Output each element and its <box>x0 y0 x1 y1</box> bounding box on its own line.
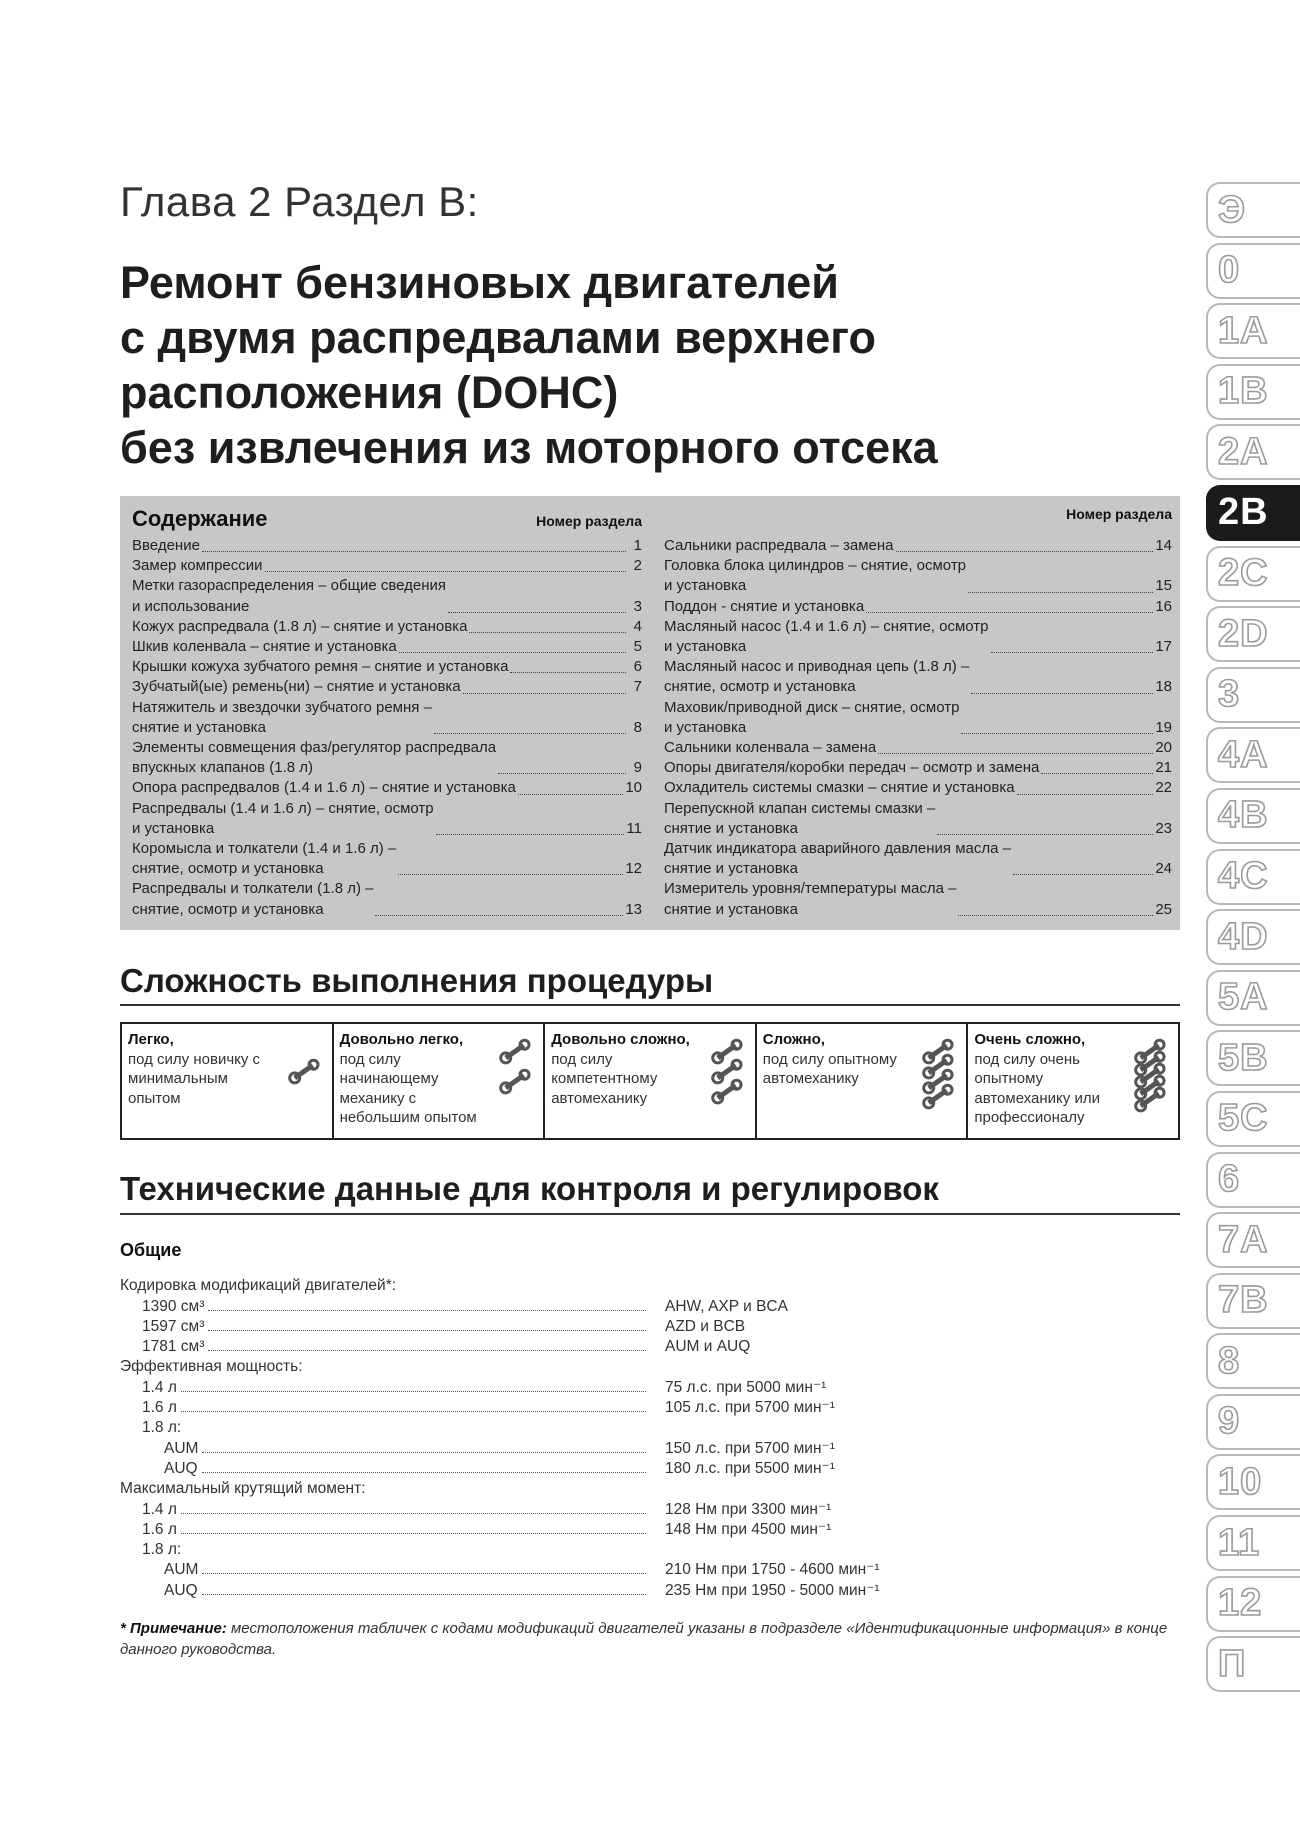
toc-entry-number: 11 <box>626 819 642 837</box>
toc-entry-title: Шкив коленвала – снятие и установка <box>132 638 397 656</box>
wrench-icon <box>499 1038 531 1065</box>
contents-caption: Содержание <box>132 506 268 531</box>
toc-entry-number: 1 <box>633 537 642 554</box>
spec-value: 75 л.с. при 5000 мин⁻¹ <box>665 1378 827 1396</box>
spec-value: 180 л.с. при 5500 мин⁻¹ <box>665 1459 835 1477</box>
spec-label: 1.4 л <box>142 1500 177 1518</box>
spec-row <box>120 1519 1180 1539</box>
toc-entry-number: 14 <box>1155 537 1172 554</box>
toc-entry-title: Распредвалы и толкатели (1.8 л) – снятие, осмотр и установка <box>132 880 374 918</box>
dot-leader <box>208 1350 646 1351</box>
dot-leader <box>181 1391 646 1392</box>
difficulty-name: Очень сложно, <box>974 1031 1086 1048</box>
toc-entry[interactable] <box>132 576 642 616</box>
chapter-tab-1a[interactable]: 1A <box>1206 303 1300 359</box>
difficulty-desc: под силу начинающему механику с небольшим опытом <box>339 1050 477 1126</box>
spec-value: 105 л.с. при 5700 мин⁻¹ <box>665 1399 835 1417</box>
spec-row <box>120 1437 1180 1457</box>
spec-row <box>120 1498 1180 1518</box>
toc-entry-number: 17 <box>1155 638 1172 656</box>
toc-entry-title: Метки газораспределения – общие сведения и использование <box>132 577 447 615</box>
difficulty-text <box>551 1030 701 1108</box>
spec-label: Эффективная мощность: <box>120 1358 303 1376</box>
section-number-label: Номер раздела <box>1066 506 1172 522</box>
toc-entry-title: Замер компрессии <box>132 557 263 575</box>
toc-entry[interactable] <box>664 617 1172 657</box>
wrench-icon <box>922 1068 954 1095</box>
toc-entry-number: 19 <box>1155 718 1172 736</box>
chapter-tab-2a[interactable]: 2A <box>1206 424 1300 480</box>
toc-entry-number: 18 <box>1155 678 1172 696</box>
spec-row <box>120 1397 1180 1417</box>
toc-entry[interactable] <box>132 536 642 556</box>
dot-leader <box>398 874 623 875</box>
difficulty-text <box>128 1030 278 1108</box>
dot-leader <box>463 693 626 694</box>
spec-row <box>120 1336 1180 1356</box>
spec-row <box>120 1559 1180 1579</box>
chapter-tab-5b[interactable]: 5B <box>1206 1030 1300 1086</box>
toc-entry[interactable] <box>664 758 1172 778</box>
toc-entry-title: Опоры двигателя/коробки передач – осмотр и замена <box>664 759 1040 777</box>
toc-entry-number: 15 <box>1155 577 1172 595</box>
difficulty-level <box>122 1024 334 1138</box>
spec-label: 1.4 л <box>142 1378 177 1396</box>
spec-label: 1.6 л <box>142 1399 177 1417</box>
toc-entry[interactable] <box>132 799 642 839</box>
toc-entry[interactable] <box>132 556 642 576</box>
toc-entry-number: 10 <box>625 779 642 797</box>
divider <box>120 1213 1180 1215</box>
toc-entry[interactable] <box>664 879 1172 919</box>
chapter-tab-4d[interactable]: 4D <box>1206 909 1300 965</box>
difficulty-desc: под силу опытному автомеханику <box>762 1050 897 1087</box>
difficulty-desc: под силу компетентному автомеханику <box>551 1050 658 1107</box>
footnote-text: местоположения табличек с кодами модификаций двигателей указаны в подразделе «Идентификационные информация» в конце данного руководства. <box>120 1620 1168 1658</box>
toc-entry-number: 4 <box>633 617 642 635</box>
dot-leader <box>208 1310 646 1311</box>
dot-leader <box>202 1594 646 1595</box>
dot-leader <box>896 551 1154 552</box>
toc-entry-number: 23 <box>1155 819 1172 837</box>
dot-leader <box>937 834 1153 835</box>
toc-entry[interactable] <box>132 637 642 657</box>
toc-entry-title: Головка блока цилиндров – снятие, осмотр и установка <box>664 557 967 595</box>
spec-value: 128 Нм при 3300 мин⁻¹ <box>665 1500 832 1518</box>
toc-entry[interactable] <box>664 738 1172 758</box>
contents-right-column <box>664 506 1172 920</box>
toc-entry-number: 5 <box>633 638 642 656</box>
spec-row <box>120 1478 1180 1498</box>
toc-entry-title: Коромысла и толкатели (1.4 и 1.6 л) – снятие, осмотр и установка <box>132 840 397 878</box>
toc-entry[interactable] <box>664 556 1172 596</box>
toc-entry-number: 7 <box>633 678 642 696</box>
toc-entry-number: 9 <box>633 759 642 777</box>
toc-entry-title: Сальники распредвала – замена <box>664 537 894 554</box>
spec-row <box>120 1458 1180 1478</box>
chapter-tab-2c[interactable]: 2C <box>1206 546 1300 602</box>
difficulty-level <box>968 1024 1178 1138</box>
chapter-tab-6[interactable]: 6 <box>1206 1152 1300 1208</box>
chapter-tab-2d[interactable]: 2D <box>1206 606 1300 662</box>
toc-entry-number: 20 <box>1155 739 1172 757</box>
spec-label: AUM <box>164 1561 199 1579</box>
difficulty-name: Довольно легко, <box>339 1031 464 1048</box>
chapter-tab-4c[interactable]: 4C <box>1206 849 1300 905</box>
dot-leader <box>510 672 626 673</box>
toc-entry-title: Сальники коленвала – замена <box>664 739 877 757</box>
wrench-rating-icon <box>286 1038 322 1116</box>
toc-entry[interactable] <box>664 597 1172 617</box>
dot-leader <box>434 733 626 734</box>
spec-value: AZD и BCB <box>665 1317 746 1335</box>
toc-entry[interactable] <box>132 738 642 778</box>
dot-leader <box>968 592 1153 593</box>
dot-leader <box>202 551 626 552</box>
chapter-tab-4b[interactable]: 4B <box>1206 788 1300 844</box>
title-line: Ремонт бензиновых двигателей <box>120 257 839 308</box>
wrench-rating-icon <box>920 1038 956 1116</box>
chapter-label: Глава 2 Раздел B: <box>120 178 479 225</box>
spec-label: 1781 см³ <box>142 1338 205 1356</box>
spec-label: Кодировка модификаций двигателей*: <box>120 1277 397 1295</box>
dot-leader <box>202 1452 646 1453</box>
toc-entry[interactable] <box>132 657 642 677</box>
spec-value: 235 Нм при 1950 - 5000 мин⁻¹ <box>665 1581 880 1599</box>
tech-data-list <box>120 1275 1180 1600</box>
spec-label: Максимальный крутящий момент: <box>120 1480 366 1498</box>
spec-value: 148 Нм при 4500 мин⁻¹ <box>665 1520 832 1538</box>
wrench-rating-icon <box>497 1038 533 1116</box>
chapter-tab-12[interactable]: 12 <box>1206 1576 1300 1632</box>
difficulty-table <box>120 1022 1180 1140</box>
page-title <box>120 255 1180 475</box>
difficulty-level <box>334 1024 546 1138</box>
difficulty-text <box>974 1030 1124 1128</box>
chapter-tab-9[interactable]: 9 <box>1206 1394 1300 1450</box>
chapter-tab-э[interactable]: Э <box>1206 182 1300 238</box>
toc-entry-title: Зубчатый(ые) ремень(ни) – снятие и установка <box>132 678 461 696</box>
tech-subheading: Общие <box>120 1240 182 1260</box>
wrench-icon <box>922 1083 954 1110</box>
spec-value: 210 Нм при 1750 - 4600 мин⁻¹ <box>665 1561 880 1579</box>
toc-entry[interactable] <box>132 778 642 798</box>
dot-leader <box>448 612 626 613</box>
toc-entry-number: 21 <box>1155 759 1172 777</box>
dot-leader <box>208 1330 646 1331</box>
dot-leader <box>265 571 626 572</box>
chapter-tab-8[interactable]: 8 <box>1206 1333 1300 1389</box>
spec-row <box>120 1295 1180 1315</box>
divider <box>120 1004 1180 1006</box>
difficulty-text <box>763 1030 913 1089</box>
contents-box <box>120 496 1180 930</box>
dot-leader <box>202 1472 646 1473</box>
toc-entry-title: Введение <box>132 537 200 554</box>
spec-row <box>120 1539 1180 1559</box>
toc-entry[interactable] <box>132 617 642 637</box>
contents-left-column <box>132 506 642 920</box>
spec-label: AUM <box>164 1439 199 1457</box>
chapter-tab-5c[interactable]: 5C <box>1206 1091 1300 1147</box>
toc-entry[interactable] <box>664 799 1172 839</box>
dot-leader <box>958 915 1153 916</box>
toc-entry[interactable] <box>132 879 642 919</box>
difficulty-level <box>545 1024 757 1138</box>
chapter-tab-п[interactable]: П <box>1206 1636 1300 1692</box>
dot-leader <box>991 652 1154 653</box>
toc-entry-title: Масляный насос (1.4 и 1.6 л) – снятие, осмотр и установка <box>664 617 989 656</box>
wrench-icon <box>287 1058 319 1085</box>
tech-heading: Технические данные для контроля и регулировок <box>120 1170 939 1207</box>
difficulty-heading: Сложность выполнения процедуры <box>120 962 714 999</box>
toc-entry-number: 3 <box>633 597 642 615</box>
title-line: расположения (DOHC) <box>120 367 619 418</box>
spec-label: AUQ <box>164 1581 198 1599</box>
toc-entry-title: Охладитель системы смазки – снятие и установка <box>664 779 1015 797</box>
toc-entry[interactable] <box>664 536 1172 556</box>
toc-entry-title: Натяжитель и звездочки зубчатого ремня – снятие и установка <box>132 698 432 736</box>
dot-leader <box>518 794 623 795</box>
dot-leader <box>399 652 626 653</box>
dot-leader <box>961 733 1153 734</box>
difficulty-name: Сложно, <box>762 1031 825 1048</box>
title-line: без извлечения из моторного отсека <box>120 422 938 473</box>
toc-entry[interactable] <box>132 677 642 697</box>
footnote <box>120 1618 1180 1660</box>
toc-entry[interactable] <box>664 698 1172 738</box>
spec-label: 1390 см³ <box>142 1297 205 1315</box>
chapter-tab-2b[interactable]: 2B <box>1206 485 1300 541</box>
dot-leader <box>866 612 1153 613</box>
wrench-icon <box>922 1053 954 1080</box>
toc-entry-number: 6 <box>633 658 642 676</box>
dot-leader <box>1041 773 1153 774</box>
dot-leader <box>202 1573 646 1574</box>
toc-entry-title: Датчик индикатора аварийного давления масла – снятие и установка <box>664 840 1011 878</box>
toc-entry-title: Элементы совмещения фаз/регулятор распредвала впускных клапанов (1.8 л) <box>132 739 497 777</box>
spec-row <box>120 1356 1180 1376</box>
difficulty-level <box>757 1024 969 1138</box>
wrench-rating-icon <box>1132 1038 1168 1116</box>
chapter-tabs <box>1206 182 1300 1697</box>
wrench-icon <box>499 1068 531 1095</box>
toc-entry-title: Крышки кожуха зубчатого ремня – снятие и установка <box>132 658 509 676</box>
section-number-label: Номер раздела <box>536 513 642 529</box>
spec-row <box>120 1316 1180 1336</box>
dot-leader <box>469 632 626 633</box>
toc-entry[interactable] <box>132 839 642 879</box>
spec-label: 1.8 л: <box>142 1541 182 1559</box>
toc-entry-number: 25 <box>1155 900 1172 918</box>
dot-leader <box>375 915 623 916</box>
footnote-label: * Примечание: <box>120 1620 227 1637</box>
difficulty-name: Легко, <box>128 1031 174 1048</box>
chapter-tab-0[interactable]: 0 <box>1206 243 1300 299</box>
toc-entry[interactable] <box>132 698 642 738</box>
toc-entry-title: Опора распредвалов (1.4 и 1.6 л) – снятие и установка <box>132 779 516 797</box>
toc-entry-number: 24 <box>1155 860 1172 878</box>
toc-entry[interactable] <box>664 657 1172 697</box>
contents-header <box>132 506 642 536</box>
toc-entry-number: 2 <box>633 557 642 575</box>
dot-leader <box>498 773 626 774</box>
dot-leader <box>181 1411 646 1412</box>
difficulty-desc: под силу очень опытному автомеханику или профессионалу <box>974 1050 1100 1126</box>
spec-value: AHW, AXP и BCA <box>665 1297 788 1315</box>
spec-row <box>120 1275 1180 1295</box>
toc-entry-title: Масляный насос и приводная цепь (1.8 л) – снятие, осмотр и установка <box>664 658 970 696</box>
chapter-tab-4a[interactable]: 4A <box>1206 727 1300 783</box>
toc-entry-title: Маховик/приводной диск – снятие, осмотр и установка <box>664 698 960 736</box>
contents-header <box>664 506 1172 536</box>
spec-value: AUM и AUQ <box>665 1338 751 1356</box>
chapter-tab-5a[interactable]: 5A <box>1206 970 1300 1026</box>
chapter-tab-10[interactable]: 10 <box>1206 1454 1300 1510</box>
chapter-tab-3[interactable]: 3 <box>1206 667 1300 723</box>
toc-entry-number: 8 <box>633 718 642 736</box>
spec-label: 1.8 л: <box>142 1419 182 1437</box>
difficulty-text <box>340 1030 490 1128</box>
wrench-icon <box>922 1038 954 1065</box>
toc-entry[interactable] <box>664 839 1172 879</box>
toc-entry-number: 13 <box>625 900 642 918</box>
spec-label: 1597 см³ <box>142 1317 205 1335</box>
toc-entry-title: Измеритель уровня/температуры масла – снятие и установка <box>664 880 957 918</box>
chapter-tab-1b[interactable]: 1B <box>1206 364 1300 420</box>
chapter-tab-11[interactable]: 11 <box>1206 1515 1300 1571</box>
dot-leader <box>878 753 1153 754</box>
wrench-rating-icon <box>709 1038 745 1116</box>
dot-leader <box>1013 874 1153 875</box>
toc-entry-title: Кожух распредвала (1.8 л) – снятие и установка <box>132 617 468 635</box>
spec-label: 1.6 л <box>142 1520 177 1538</box>
chapter-tab-7b[interactable]: 7B <box>1206 1273 1300 1329</box>
spec-label: AUQ <box>164 1459 198 1477</box>
spec-row <box>120 1417 1180 1437</box>
spec-row <box>120 1376 1180 1396</box>
difficulty-desc: под силу новичку с минимальным опытом <box>128 1050 261 1107</box>
chapter-tab-7a[interactable]: 7A <box>1206 1212 1300 1268</box>
toc-entry-number: 22 <box>1155 779 1172 797</box>
toc-entry-title: Перепускной клапан системы смазки – снятие и установка <box>664 799 936 837</box>
difficulty-name: Довольно сложно, <box>551 1031 690 1048</box>
toc-entry-number: 16 <box>1155 597 1172 615</box>
dot-leader <box>181 1513 646 1514</box>
spec-value: 150 л.с. при 5700 мин⁻¹ <box>665 1439 835 1457</box>
toc-entry-number: 12 <box>625 860 642 878</box>
dot-leader <box>436 834 625 835</box>
title-line: с двумя распредвалами верхнего <box>120 312 876 363</box>
dot-leader <box>971 693 1153 694</box>
spec-row <box>120 1579 1180 1599</box>
toc-entry-title: Поддон - снятие и установка <box>664 597 865 615</box>
toc-entry-title: Распредвалы (1.4 и 1.6 л) – снятие, осмотр и установка <box>132 799 434 837</box>
dot-leader <box>1017 794 1154 795</box>
toc-entry[interactable] <box>664 778 1172 798</box>
dot-leader <box>181 1533 646 1534</box>
